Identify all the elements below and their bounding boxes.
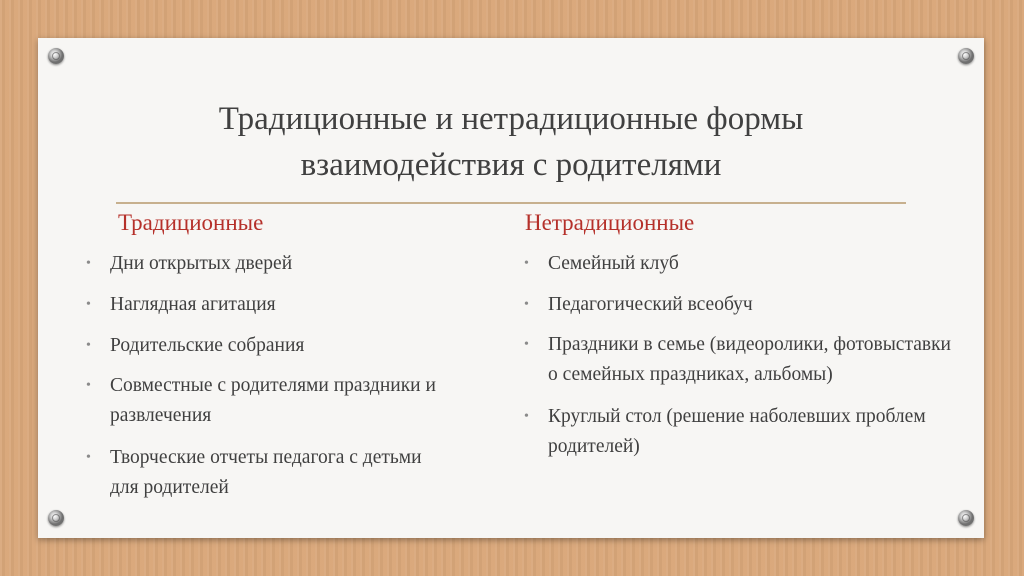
bullet-icon: • <box>86 297 91 312</box>
bullet-icon: • <box>86 378 91 393</box>
bullet-icon: • <box>524 409 529 424</box>
slide-title-line1: Традиционные и нетрадиционные формы <box>218 101 804 137</box>
nontraditional-list <box>524 250 954 462</box>
traditional-heading: Традиционные <box>118 210 264 235</box>
list-item-text: Творческие отчеты педагога с детьми для родителей <box>110 447 422 498</box>
pushpin-icon <box>48 48 64 64</box>
list-item-text: Педагогический всеобуч <box>548 294 753 315</box>
list-item <box>524 330 954 390</box>
list-item-text: Наглядная агитация <box>110 294 276 315</box>
traditional-list <box>86 250 446 503</box>
list-item <box>86 371 446 431</box>
bullet-icon: • <box>524 256 529 271</box>
slide-card <box>38 38 984 538</box>
list-item <box>524 250 954 277</box>
list-item <box>86 291 446 318</box>
list-item <box>524 291 954 318</box>
list-item-text: Семейный клуб <box>548 253 679 274</box>
bullet-icon: • <box>524 337 529 352</box>
bullet-icon: • <box>86 256 91 271</box>
list-item-text: Совместные с родителями праздники и развлечения <box>110 375 436 426</box>
list-item-text: Праздники в семье (видеоролики, фотовыставки о семейных праздниках, альбомы) <box>548 334 951 385</box>
pushpin-icon <box>48 510 64 526</box>
nontraditional-heading: Нетрадиционные <box>525 210 695 235</box>
pushpin-icon <box>958 48 974 64</box>
list-item-text: Круглый стол (решение наболевших проблем родителей) <box>548 406 926 457</box>
slide-title-line2: взаимодействия с родителями <box>300 147 722 183</box>
list-item <box>86 250 446 277</box>
title-divider <box>116 202 906 204</box>
bullet-icon: • <box>86 338 91 353</box>
list-item <box>86 443 446 503</box>
list-item-text: Дни открытых дверей <box>110 253 293 274</box>
list-item <box>524 402 954 462</box>
pushpin-icon <box>958 510 974 526</box>
bullet-icon: • <box>86 450 91 465</box>
list-item-text: Родительские собрания <box>110 335 305 356</box>
slide-title <box>108 96 914 188</box>
list-item <box>86 332 446 359</box>
bullet-icon: • <box>524 297 529 312</box>
